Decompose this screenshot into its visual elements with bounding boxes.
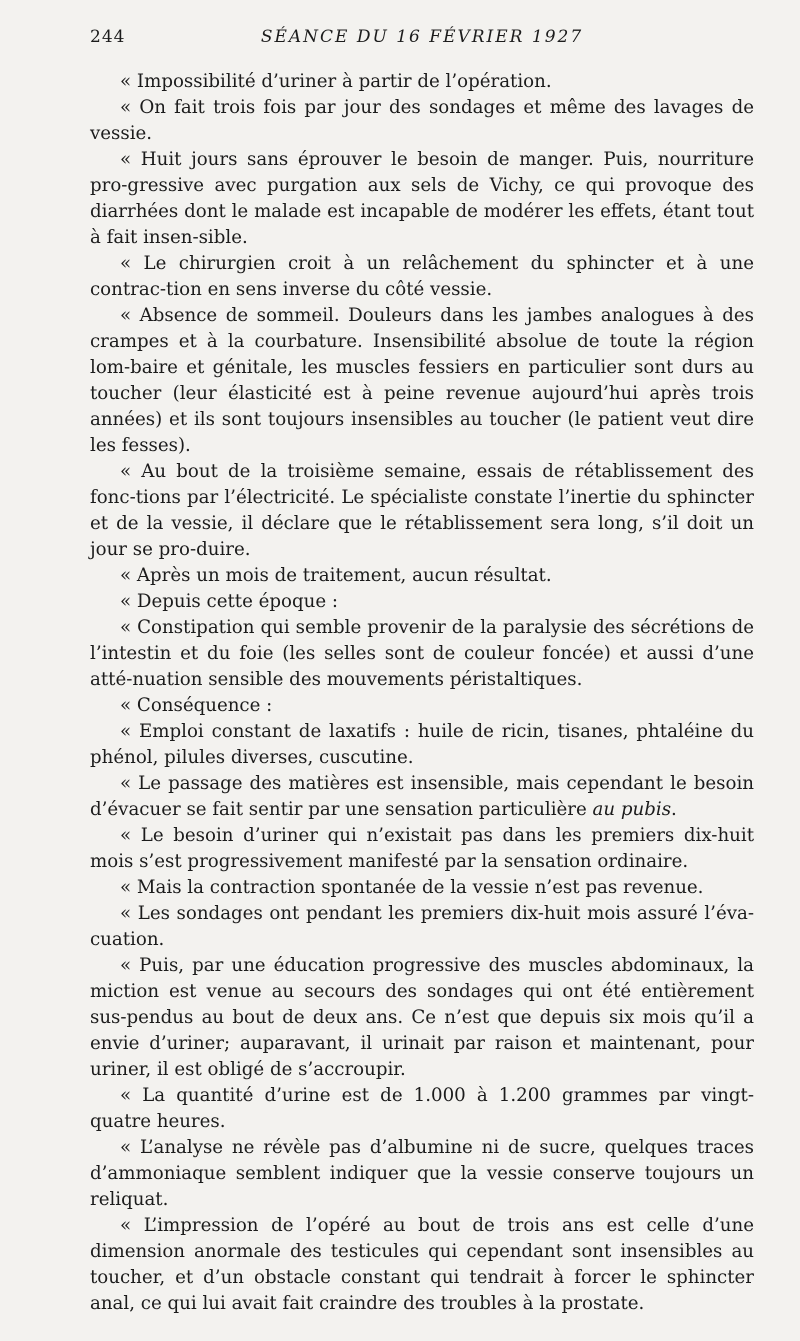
italic-phrase: au pubis [592, 799, 672, 820]
paragraph: « Huit jours sans éprouver le besoin de manger. Puis, nourriture pro-gressive avec purgation aux sels de Vichy, ce qui provoque des diarrhées dont le malade est incapable de modérer les effets, étant tout à fait insen-sible. [90, 149, 754, 248]
paragraph: « Le chirurgien croit à un relâchement du sphincter et à une contrac-tion en sens inverse du côté vessie. [90, 253, 754, 300]
body-text [90, 69, 754, 1317]
paragraph: « Les sondages ont pendant les premiers dix-huit mois assuré l’éva-cuation. [90, 903, 754, 950]
paragraph: « Après un mois de traitement, aucun résultat. [120, 565, 552, 586]
paragraph: « L’impression de l’opéré au bout de trois ans est celle d’une dimension anormale des testicules qui cependant sont insensibles au toucher, et d’un obstacle constant qui tendrait à forcer le sphincter anal, ce qui lui avait fait craindre des troubles à la prostate. [90, 1215, 754, 1314]
paragraph: « On fait trois fois par jour des sondages et même des lavages de vessie. [90, 97, 754, 144]
paragraph: « L’analyse ne révèle pas d’albumine ni de sucre, quelques traces d’ammoniaque semblent indiquer que la vessie conserve toujours un reliquat. [90, 1137, 754, 1210]
paragraph: « Emploi constant de laxatifs : huile de ricin, tisanes, phtaléine du phénol, pilules diverses, cuscutine. [90, 721, 754, 768]
paragraph: « Mais la contraction spontanée de la vessie n’est pas revenue. [120, 877, 704, 898]
paragraph: « Constipation qui semble provenir de la paralysie des sécrétions de l’intestin et du foie (les selles sont de couleur foncée) et aussi d’une atté-nuation sensible des mouvements péristaltiques. [90, 617, 754, 690]
paragraph: « Conséquence : [120, 695, 273, 716]
paragraph: « Le passage des matières est insensible, mais cependant le besoin d’évacuer se fait sentir par une sensation particulière au pubis. [90, 773, 754, 820]
paragraph: « Puis, par une éducation progressive des muscles abdominaux, la miction est venue au secours des sondages qui ont été entièrement sus-pendus au bout de deux ans. Ce n’est que depuis six mois qu’il a envie d’uriner; auparavant, il urinait par raison et maintenant, pour uriner, il est obligé de s’accroupir. [90, 955, 754, 1080]
paragraph: « La quantité d’urine est de 1.000 à 1.200 grammes par vingt-quatre heures. [90, 1085, 754, 1132]
paragraph: « Absence de sommeil. Douleurs dans les jambes analogues à des crampes et à la courbature. Insensibilité absolue de toute la région lom-baire et génitale, les muscles fessiers en particulier sont durs au toucher (leur élasticité est à peine revenue aujourd’hui après trois années) et ils sont toujours insensibles au toucher (le patient veut dire les fesses). [90, 305, 754, 456]
paragraph: « Depuis cette époque : [120, 591, 339, 612]
paragraph: « Impossibilité d’uriner à partir de l’opération. [120, 71, 552, 92]
paragraph: « Au bout de la troisième semaine, essais de rétablissement des fonc-tions par l’électricité. Le spécialiste constate l’inertie du sphincter et de la vessie, il déclare que le rétablissement sera long, s’il doit un jour se pro-duire. [90, 461, 754, 560]
running-title: SÉANCE DU 16 FÉVRIER 1927 [260, 27, 584, 47]
paragraph: « Le besoin d’uriner qui n’existait pas dans les premiers dix-huit mois s’est progressivement manifesté par la sensation ordinaire. [90, 825, 754, 872]
page-number: 244 [90, 27, 126, 47]
page-header [90, 27, 754, 51]
